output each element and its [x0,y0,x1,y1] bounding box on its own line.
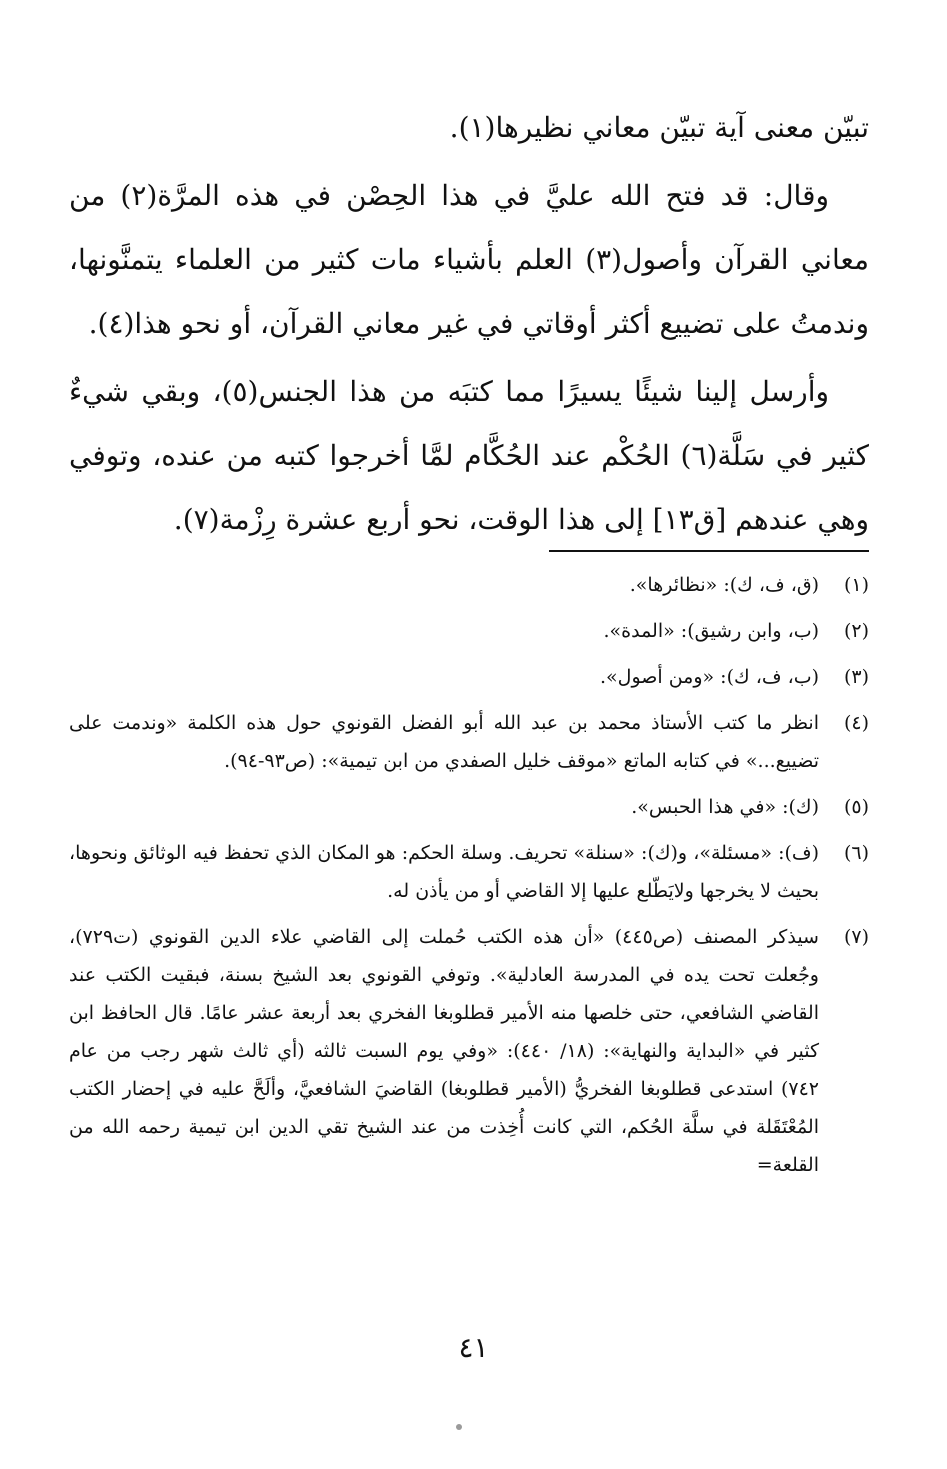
footnote-3 [69,658,869,696]
footnote-2 [69,612,869,650]
main-body-text [69,96,869,556]
paragraph-2: وقال: قد فتح الله عليَّ في هذا الحِصْن في هذه المرَّة(٢) من معاني القرآن وأصول(٣) العلم بأشياء مات كثير من العلماء يتمنَّونها، وندمتُ على تضييع أكثر أوقاتي في غير معاني القرآن، أو نحو هذا(٤). [69,179,870,340]
footnote-number: (٦) [843,842,869,864]
page-number: ٤١ [458,1331,489,1364]
footnote-number: (١) [843,574,869,596]
footnote-number: (٢) [843,620,869,642]
footnote-number: (٤) [843,712,869,734]
footnote-text: انظر ما كتب الأستاذ محمد بن عبد الله أبو الفضل القونوي حول هذه الكلمة «وندمت على تضييع...» في كتابه الماتع «موقف خليل الصفدي من ابن تيمية»: (ص٩٣-٩٤). [69,712,819,772]
footnote-number: (٧) [843,926,869,948]
paragraph-3: وأرسل إلينا شيئًا يسيرًا مما كتبَه من هذا الجنس(٥)، وبقي شيءٌ كثير في سَلَّة(٦) الحُكْم عند الحُكَّام لمَّا أخرجوا كتبه من عنده، وتوفي وهي عندهم [ق١٣] إلى هذا الوقت، نحو أربع عشرة رِزْمة(٧). [69,375,869,536]
footnote-7 [69,918,869,1184]
paragraph-1: تبيّن معنى آية تبيّن معاني نظيرها(١). [449,111,869,144]
footnotes-section [69,566,869,1192]
footnote-4 [69,704,869,780]
footnote-text: (ق، ف، ك): «نظائرها». [629,574,819,596]
footnote-number: (٣) [843,666,869,688]
footnote-5 [69,788,869,826]
footnote-6 [69,834,869,910]
footnote-text: (ك): «في هذا الحبس». [631,796,819,818]
footnote-text: (ب، ف، ك): «ومن أصول». [599,666,819,688]
footnote-text: (ف): «مسئلة»، و(ك): «سنلة» تحريف. وسلة الحكم: هو المكان الذي تحفظ فيه الوثائق ونحوها، بحيث لا يخرجها ولايَطّلع عليها إلا القاضي أو من يأذن له. [69,842,819,902]
footnote-divider [549,550,869,552]
footnote-1 [69,566,869,604]
footnote-text: سيذكر المصنف (ص٤٤٥) «أن هذه الكتب حُملت إلى القاضي علاء الدين القونوي (ت٧٢٩)، وجُعلت تحت يده في المدرسة العادلية». وتوفي القونوي بعد الشيخ بسنة، فبقيت الكتب عند القاضي الشافعي، حتى خلصها منه الأمير قطلوبغا الفخري بعد أربعة عشر عامًا. قال الحافظ ابن كثير في «البداية والنهاية»: (١٨/ ٤٤٠): «وفي يوم السبت ثالثه (أي ثالث شهر رجب من عام ٧٤٢) استدعى قطلوبغا الفخريُّ (الأمير قطلوبغا) القاضيَ الشافعيَّ، وألَحَّ عليه في إحضار الكتب المُعْتَقَلة في سلَّة الحُكم، التي كانت أُخِذت من عند الشيخ تقي الدين ابن تيمية رحمه الله من القلعة= [69,926,819,1176]
scan-speck [456,1424,462,1430]
footnote-text: (ب، وابن رشيق): «المدة». [603,620,819,642]
footnote-number: (٥) [843,796,869,818]
